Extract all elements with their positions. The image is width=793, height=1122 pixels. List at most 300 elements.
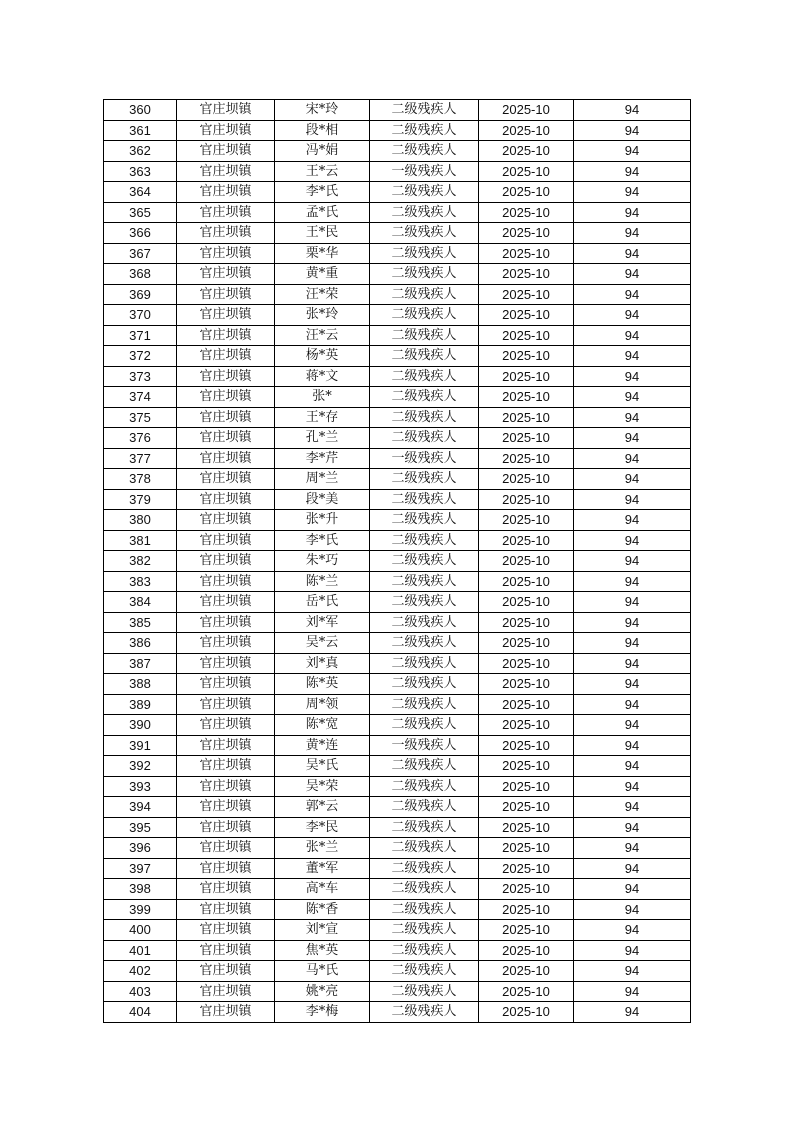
cell-person-name: 李*氏 bbox=[275, 182, 370, 203]
cell-town: 官庄坝镇 bbox=[177, 551, 275, 572]
cell-person-name: 刘*宣 bbox=[275, 920, 370, 941]
table-row bbox=[104, 325, 691, 346]
cell-disability-category: 二级残疾人 bbox=[370, 407, 479, 428]
cell-disability-category: 二级残疾人 bbox=[370, 571, 479, 592]
cell-serial-number: 364 bbox=[104, 182, 177, 203]
cell-disability-category: 二级残疾人 bbox=[370, 202, 479, 223]
cell-disability-category: 二级残疾人 bbox=[370, 940, 479, 961]
cell-payment-month: 2025-10 bbox=[479, 674, 574, 695]
table-row bbox=[104, 756, 691, 777]
cell-person-name: 杨*英 bbox=[275, 346, 370, 367]
table-row bbox=[104, 612, 691, 633]
cell-disability-category: 二级残疾人 bbox=[370, 858, 479, 879]
cell-amount: 94 bbox=[574, 653, 691, 674]
cell-town: 官庄坝镇 bbox=[177, 776, 275, 797]
cell-disability-category: 二级残疾人 bbox=[370, 879, 479, 900]
cell-payment-month: 2025-10 bbox=[479, 325, 574, 346]
cell-payment-month: 2025-10 bbox=[479, 428, 574, 449]
table-row bbox=[104, 202, 691, 223]
cell-payment-month: 2025-10 bbox=[479, 776, 574, 797]
cell-serial-number: 385 bbox=[104, 612, 177, 633]
cell-person-name: 王*民 bbox=[275, 223, 370, 244]
table-row bbox=[104, 653, 691, 674]
cell-amount: 94 bbox=[574, 776, 691, 797]
cell-amount: 94 bbox=[574, 756, 691, 777]
cell-serial-number: 400 bbox=[104, 920, 177, 941]
cell-disability-category: 二级残疾人 bbox=[370, 981, 479, 1002]
cell-disability-category: 二级残疾人 bbox=[370, 100, 479, 121]
cell-amount: 94 bbox=[574, 920, 691, 941]
cell-serial-number: 388 bbox=[104, 674, 177, 695]
cell-town: 官庄坝镇 bbox=[177, 120, 275, 141]
cell-amount: 94 bbox=[574, 797, 691, 818]
cell-disability-category: 二级残疾人 bbox=[370, 715, 479, 736]
cell-town: 官庄坝镇 bbox=[177, 838, 275, 859]
table-row bbox=[104, 920, 691, 941]
table-row bbox=[104, 161, 691, 182]
cell-person-name: 汪*云 bbox=[275, 325, 370, 346]
cell-town: 官庄坝镇 bbox=[177, 715, 275, 736]
cell-person-name: 陈*宽 bbox=[275, 715, 370, 736]
cell-town: 官庄坝镇 bbox=[177, 592, 275, 613]
cell-amount: 94 bbox=[574, 940, 691, 961]
cell-serial-number: 362 bbox=[104, 141, 177, 162]
table-row bbox=[104, 407, 691, 428]
cell-disability-category: 一级残疾人 bbox=[370, 735, 479, 756]
cell-payment-month: 2025-10 bbox=[479, 100, 574, 121]
cell-person-name: 周*兰 bbox=[275, 469, 370, 490]
cell-person-name: 李*氏 bbox=[275, 530, 370, 551]
cell-person-name: 黄*重 bbox=[275, 264, 370, 285]
cell-disability-category: 二级残疾人 bbox=[370, 346, 479, 367]
cell-payment-month: 2025-10 bbox=[479, 530, 574, 551]
table-row bbox=[104, 735, 691, 756]
table-row bbox=[104, 182, 691, 203]
table-row bbox=[104, 264, 691, 285]
cell-amount: 94 bbox=[574, 223, 691, 244]
cell-disability-category: 二级残疾人 bbox=[370, 920, 479, 941]
cell-serial-number: 392 bbox=[104, 756, 177, 777]
cell-amount: 94 bbox=[574, 694, 691, 715]
cell-serial-number: 397 bbox=[104, 858, 177, 879]
cell-amount: 94 bbox=[574, 879, 691, 900]
cell-amount: 94 bbox=[574, 489, 691, 510]
cell-town: 官庄坝镇 bbox=[177, 100, 275, 121]
cell-person-name: 李*芹 bbox=[275, 448, 370, 469]
cell-payment-month: 2025-10 bbox=[479, 858, 574, 879]
cell-payment-month: 2025-10 bbox=[479, 243, 574, 264]
cell-amount: 94 bbox=[574, 530, 691, 551]
table-row bbox=[104, 879, 691, 900]
cell-person-name: 姚*亮 bbox=[275, 981, 370, 1002]
cell-amount: 94 bbox=[574, 735, 691, 756]
cell-person-name: 孟*氏 bbox=[275, 202, 370, 223]
cell-person-name: 冯*娟 bbox=[275, 141, 370, 162]
cell-amount: 94 bbox=[574, 551, 691, 572]
cell-serial-number: 396 bbox=[104, 838, 177, 859]
cell-town: 官庄坝镇 bbox=[177, 940, 275, 961]
cell-town: 官庄坝镇 bbox=[177, 633, 275, 654]
cell-serial-number: 398 bbox=[104, 879, 177, 900]
cell-payment-month: 2025-10 bbox=[479, 141, 574, 162]
cell-payment-month: 2025-10 bbox=[479, 797, 574, 818]
cell-town: 官庄坝镇 bbox=[177, 489, 275, 510]
cell-disability-category: 二级残疾人 bbox=[370, 756, 479, 777]
cell-amount: 94 bbox=[574, 120, 691, 141]
cell-serial-number: 401 bbox=[104, 940, 177, 961]
cell-town: 官庄坝镇 bbox=[177, 182, 275, 203]
cell-amount: 94 bbox=[574, 407, 691, 428]
cell-payment-month: 2025-10 bbox=[479, 694, 574, 715]
cell-serial-number: 382 bbox=[104, 551, 177, 572]
cell-town: 官庄坝镇 bbox=[177, 243, 275, 264]
cell-serial-number: 366 bbox=[104, 223, 177, 244]
cell-amount: 94 bbox=[574, 592, 691, 613]
cell-amount: 94 bbox=[574, 469, 691, 490]
cell-disability-category: 二级残疾人 bbox=[370, 899, 479, 920]
cell-town: 官庄坝镇 bbox=[177, 653, 275, 674]
cell-payment-month: 2025-10 bbox=[479, 202, 574, 223]
cell-disability-category: 二级残疾人 bbox=[370, 530, 479, 551]
cell-town: 官庄坝镇 bbox=[177, 387, 275, 408]
cell-town: 官庄坝镇 bbox=[177, 694, 275, 715]
cell-town: 官庄坝镇 bbox=[177, 756, 275, 777]
cell-disability-category: 二级残疾人 bbox=[370, 489, 479, 510]
cell-serial-number: 395 bbox=[104, 817, 177, 838]
cell-town: 官庄坝镇 bbox=[177, 1002, 275, 1023]
cell-serial-number: 384 bbox=[104, 592, 177, 613]
cell-person-name: 张*玲 bbox=[275, 305, 370, 326]
cell-disability-category: 二级残疾人 bbox=[370, 284, 479, 305]
cell-disability-category: 二级残疾人 bbox=[370, 1002, 479, 1023]
cell-amount: 94 bbox=[574, 838, 691, 859]
table-row bbox=[104, 428, 691, 449]
cell-disability-category: 二级残疾人 bbox=[370, 838, 479, 859]
cell-serial-number: 387 bbox=[104, 653, 177, 674]
table-row bbox=[104, 981, 691, 1002]
cell-payment-month: 2025-10 bbox=[479, 489, 574, 510]
cell-person-name: 焦*英 bbox=[275, 940, 370, 961]
table-row bbox=[104, 592, 691, 613]
cell-amount: 94 bbox=[574, 817, 691, 838]
cell-serial-number: 379 bbox=[104, 489, 177, 510]
cell-serial-number: 372 bbox=[104, 346, 177, 367]
cell-person-name: 周*领 bbox=[275, 694, 370, 715]
cell-payment-month: 2025-10 bbox=[479, 899, 574, 920]
cell-payment-month: 2025-10 bbox=[479, 223, 574, 244]
cell-serial-number: 399 bbox=[104, 899, 177, 920]
cell-payment-month: 2025-10 bbox=[479, 346, 574, 367]
table-row bbox=[104, 797, 691, 818]
cell-person-name: 李*梅 bbox=[275, 1002, 370, 1023]
cell-payment-month: 2025-10 bbox=[479, 366, 574, 387]
cell-serial-number: 390 bbox=[104, 715, 177, 736]
cell-person-name: 汪*荣 bbox=[275, 284, 370, 305]
cell-disability-category: 二级残疾人 bbox=[370, 694, 479, 715]
cell-town: 官庄坝镇 bbox=[177, 920, 275, 941]
cell-serial-number: 389 bbox=[104, 694, 177, 715]
table-row bbox=[104, 530, 691, 551]
cell-serial-number: 371 bbox=[104, 325, 177, 346]
cell-disability-category: 二级残疾人 bbox=[370, 653, 479, 674]
cell-serial-number: 394 bbox=[104, 797, 177, 818]
table-row bbox=[104, 387, 691, 408]
cell-serial-number: 369 bbox=[104, 284, 177, 305]
cell-person-name: 马*氏 bbox=[275, 961, 370, 982]
cell-person-name: 黄*连 bbox=[275, 735, 370, 756]
cell-serial-number: 373 bbox=[104, 366, 177, 387]
cell-amount: 94 bbox=[574, 858, 691, 879]
cell-payment-month: 2025-10 bbox=[479, 756, 574, 777]
cell-disability-category: 二级残疾人 bbox=[370, 817, 479, 838]
table-row bbox=[104, 100, 691, 121]
cell-amount: 94 bbox=[574, 264, 691, 285]
cell-town: 官庄坝镇 bbox=[177, 612, 275, 633]
cell-serial-number: 368 bbox=[104, 264, 177, 285]
cell-serial-number: 391 bbox=[104, 735, 177, 756]
cell-payment-month: 2025-10 bbox=[479, 592, 574, 613]
cell-disability-category: 二级残疾人 bbox=[370, 428, 479, 449]
cell-town: 官庄坝镇 bbox=[177, 161, 275, 182]
cell-disability-category: 二级残疾人 bbox=[370, 223, 479, 244]
cell-serial-number: 403 bbox=[104, 981, 177, 1002]
cell-disability-category: 二级残疾人 bbox=[370, 592, 479, 613]
cell-payment-month: 2025-10 bbox=[479, 715, 574, 736]
table-row bbox=[104, 694, 691, 715]
table-row bbox=[104, 284, 691, 305]
cell-person-name: 吴*云 bbox=[275, 633, 370, 654]
table-row bbox=[104, 715, 691, 736]
cell-serial-number: 378 bbox=[104, 469, 177, 490]
table-row bbox=[104, 858, 691, 879]
table-row bbox=[104, 776, 691, 797]
cell-disability-category: 二级残疾人 bbox=[370, 469, 479, 490]
cell-amount: 94 bbox=[574, 325, 691, 346]
cell-serial-number: 363 bbox=[104, 161, 177, 182]
table-row bbox=[104, 838, 691, 859]
cell-town: 官庄坝镇 bbox=[177, 961, 275, 982]
cell-disability-category: 二级残疾人 bbox=[370, 612, 479, 633]
cell-payment-month: 2025-10 bbox=[479, 571, 574, 592]
table-row bbox=[104, 469, 691, 490]
cell-payment-month: 2025-10 bbox=[479, 633, 574, 654]
table-row bbox=[104, 961, 691, 982]
cell-town: 官庄坝镇 bbox=[177, 510, 275, 531]
cell-person-name: 张*升 bbox=[275, 510, 370, 531]
cell-town: 官庄坝镇 bbox=[177, 571, 275, 592]
subsidy-roster-table bbox=[103, 99, 691, 1023]
cell-person-name: 刘*真 bbox=[275, 653, 370, 674]
cell-town: 官庄坝镇 bbox=[177, 879, 275, 900]
cell-person-name: 陈*英 bbox=[275, 674, 370, 695]
cell-person-name: 王*云 bbox=[275, 161, 370, 182]
cell-town: 官庄坝镇 bbox=[177, 981, 275, 1002]
cell-serial-number: 404 bbox=[104, 1002, 177, 1023]
cell-amount: 94 bbox=[574, 715, 691, 736]
cell-disability-category: 二级残疾人 bbox=[370, 633, 479, 654]
cell-amount: 94 bbox=[574, 899, 691, 920]
cell-amount: 94 bbox=[574, 1002, 691, 1023]
cell-payment-month: 2025-10 bbox=[479, 653, 574, 674]
cell-town: 官庄坝镇 bbox=[177, 858, 275, 879]
cell-amount: 94 bbox=[574, 387, 691, 408]
cell-payment-month: 2025-10 bbox=[479, 920, 574, 941]
cell-person-name: 董*军 bbox=[275, 858, 370, 879]
cell-serial-number: 376 bbox=[104, 428, 177, 449]
cell-town: 官庄坝镇 bbox=[177, 469, 275, 490]
cell-amount: 94 bbox=[574, 571, 691, 592]
cell-person-name: 栗*华 bbox=[275, 243, 370, 264]
cell-amount: 94 bbox=[574, 305, 691, 326]
cell-payment-month: 2025-10 bbox=[479, 387, 574, 408]
cell-serial-number: 365 bbox=[104, 202, 177, 223]
cell-serial-number: 374 bbox=[104, 387, 177, 408]
table-row bbox=[104, 674, 691, 695]
cell-person-name: 吴*荣 bbox=[275, 776, 370, 797]
cell-town: 官庄坝镇 bbox=[177, 899, 275, 920]
cell-town: 官庄坝镇 bbox=[177, 264, 275, 285]
cell-town: 官庄坝镇 bbox=[177, 530, 275, 551]
cell-town: 官庄坝镇 bbox=[177, 674, 275, 695]
cell-person-name: 朱*巧 bbox=[275, 551, 370, 572]
table-row bbox=[104, 366, 691, 387]
cell-payment-month: 2025-10 bbox=[479, 838, 574, 859]
cell-payment-month: 2025-10 bbox=[479, 981, 574, 1002]
cell-person-name: 段*相 bbox=[275, 120, 370, 141]
cell-amount: 94 bbox=[574, 448, 691, 469]
cell-payment-month: 2025-10 bbox=[479, 735, 574, 756]
cell-payment-month: 2025-10 bbox=[479, 817, 574, 838]
cell-disability-category: 二级残疾人 bbox=[370, 264, 479, 285]
cell-amount: 94 bbox=[574, 961, 691, 982]
table-row bbox=[104, 448, 691, 469]
cell-town: 官庄坝镇 bbox=[177, 407, 275, 428]
cell-disability-category: 二级残疾人 bbox=[370, 141, 479, 162]
cell-serial-number: 367 bbox=[104, 243, 177, 264]
cell-town: 官庄坝镇 bbox=[177, 325, 275, 346]
cell-disability-category: 二级残疾人 bbox=[370, 510, 479, 531]
cell-town: 官庄坝镇 bbox=[177, 735, 275, 756]
cell-payment-month: 2025-10 bbox=[479, 448, 574, 469]
cell-town: 官庄坝镇 bbox=[177, 284, 275, 305]
table-row bbox=[104, 141, 691, 162]
cell-amount: 94 bbox=[574, 366, 691, 387]
cell-amount: 94 bbox=[574, 981, 691, 1002]
table-row bbox=[104, 243, 691, 264]
table-row bbox=[104, 817, 691, 838]
table-row bbox=[104, 1002, 691, 1023]
cell-amount: 94 bbox=[574, 100, 691, 121]
cell-town: 官庄坝镇 bbox=[177, 141, 275, 162]
cell-payment-month: 2025-10 bbox=[479, 407, 574, 428]
cell-disability-category: 二级残疾人 bbox=[370, 551, 479, 572]
cell-disability-category: 二级残疾人 bbox=[370, 776, 479, 797]
cell-person-name: 刘*军 bbox=[275, 612, 370, 633]
table-row bbox=[104, 551, 691, 572]
cell-person-name: 郭*云 bbox=[275, 797, 370, 818]
cell-payment-month: 2025-10 bbox=[479, 961, 574, 982]
cell-amount: 94 bbox=[574, 633, 691, 654]
table-row bbox=[104, 899, 691, 920]
cell-payment-month: 2025-10 bbox=[479, 879, 574, 900]
cell-amount: 94 bbox=[574, 161, 691, 182]
cell-amount: 94 bbox=[574, 141, 691, 162]
table-row bbox=[104, 940, 691, 961]
cell-amount: 94 bbox=[574, 346, 691, 367]
cell-person-name: 陈*香 bbox=[275, 899, 370, 920]
cell-person-name: 王*存 bbox=[275, 407, 370, 428]
cell-payment-month: 2025-10 bbox=[479, 182, 574, 203]
table-row bbox=[104, 223, 691, 244]
cell-payment-month: 2025-10 bbox=[479, 940, 574, 961]
cell-town: 官庄坝镇 bbox=[177, 305, 275, 326]
cell-payment-month: 2025-10 bbox=[479, 305, 574, 326]
cell-serial-number: 381 bbox=[104, 530, 177, 551]
cell-disability-category: 二级残疾人 bbox=[370, 120, 479, 141]
cell-amount: 94 bbox=[574, 612, 691, 633]
cell-serial-number: 386 bbox=[104, 633, 177, 654]
cell-town: 官庄坝镇 bbox=[177, 223, 275, 244]
table-row bbox=[104, 489, 691, 510]
cell-amount: 94 bbox=[574, 182, 691, 203]
cell-serial-number: 402 bbox=[104, 961, 177, 982]
table-row bbox=[104, 346, 691, 367]
cell-disability-category: 一级残疾人 bbox=[370, 161, 479, 182]
table-row bbox=[104, 571, 691, 592]
cell-person-name: 张*兰 bbox=[275, 838, 370, 859]
cell-town: 官庄坝镇 bbox=[177, 797, 275, 818]
cell-person-name: 陈*兰 bbox=[275, 571, 370, 592]
cell-disability-category: 一级残疾人 bbox=[370, 448, 479, 469]
table-row bbox=[104, 120, 691, 141]
cell-payment-month: 2025-10 bbox=[479, 469, 574, 490]
cell-payment-month: 2025-10 bbox=[479, 551, 574, 572]
cell-person-name: 李*民 bbox=[275, 817, 370, 838]
cell-person-name: 吴*氏 bbox=[275, 756, 370, 777]
cell-person-name: 段*美 bbox=[275, 489, 370, 510]
cell-serial-number: 383 bbox=[104, 571, 177, 592]
table-row bbox=[104, 305, 691, 326]
cell-person-name: 张* bbox=[275, 387, 370, 408]
cell-payment-month: 2025-10 bbox=[479, 284, 574, 305]
cell-disability-category: 二级残疾人 bbox=[370, 387, 479, 408]
table-body bbox=[104, 100, 691, 1023]
cell-town: 官庄坝镇 bbox=[177, 448, 275, 469]
cell-person-name: 蒋*文 bbox=[275, 366, 370, 387]
cell-town: 官庄坝镇 bbox=[177, 366, 275, 387]
cell-amount: 94 bbox=[574, 510, 691, 531]
cell-serial-number: 361 bbox=[104, 120, 177, 141]
cell-disability-category: 二级残疾人 bbox=[370, 961, 479, 982]
cell-amount: 94 bbox=[574, 202, 691, 223]
cell-payment-month: 2025-10 bbox=[479, 161, 574, 182]
cell-disability-category: 二级残疾人 bbox=[370, 674, 479, 695]
cell-town: 官庄坝镇 bbox=[177, 817, 275, 838]
cell-serial-number: 393 bbox=[104, 776, 177, 797]
cell-person-name: 岳*氏 bbox=[275, 592, 370, 613]
cell-disability-category: 二级残疾人 bbox=[370, 243, 479, 264]
cell-payment-month: 2025-10 bbox=[479, 264, 574, 285]
cell-amount: 94 bbox=[574, 428, 691, 449]
cell-serial-number: 380 bbox=[104, 510, 177, 531]
cell-payment-month: 2025-10 bbox=[479, 612, 574, 633]
cell-town: 官庄坝镇 bbox=[177, 428, 275, 449]
cell-serial-number: 377 bbox=[104, 448, 177, 469]
cell-disability-category: 二级残疾人 bbox=[370, 182, 479, 203]
cell-disability-category: 二级残疾人 bbox=[370, 305, 479, 326]
cell-person-name: 孔*兰 bbox=[275, 428, 370, 449]
table-row bbox=[104, 510, 691, 531]
